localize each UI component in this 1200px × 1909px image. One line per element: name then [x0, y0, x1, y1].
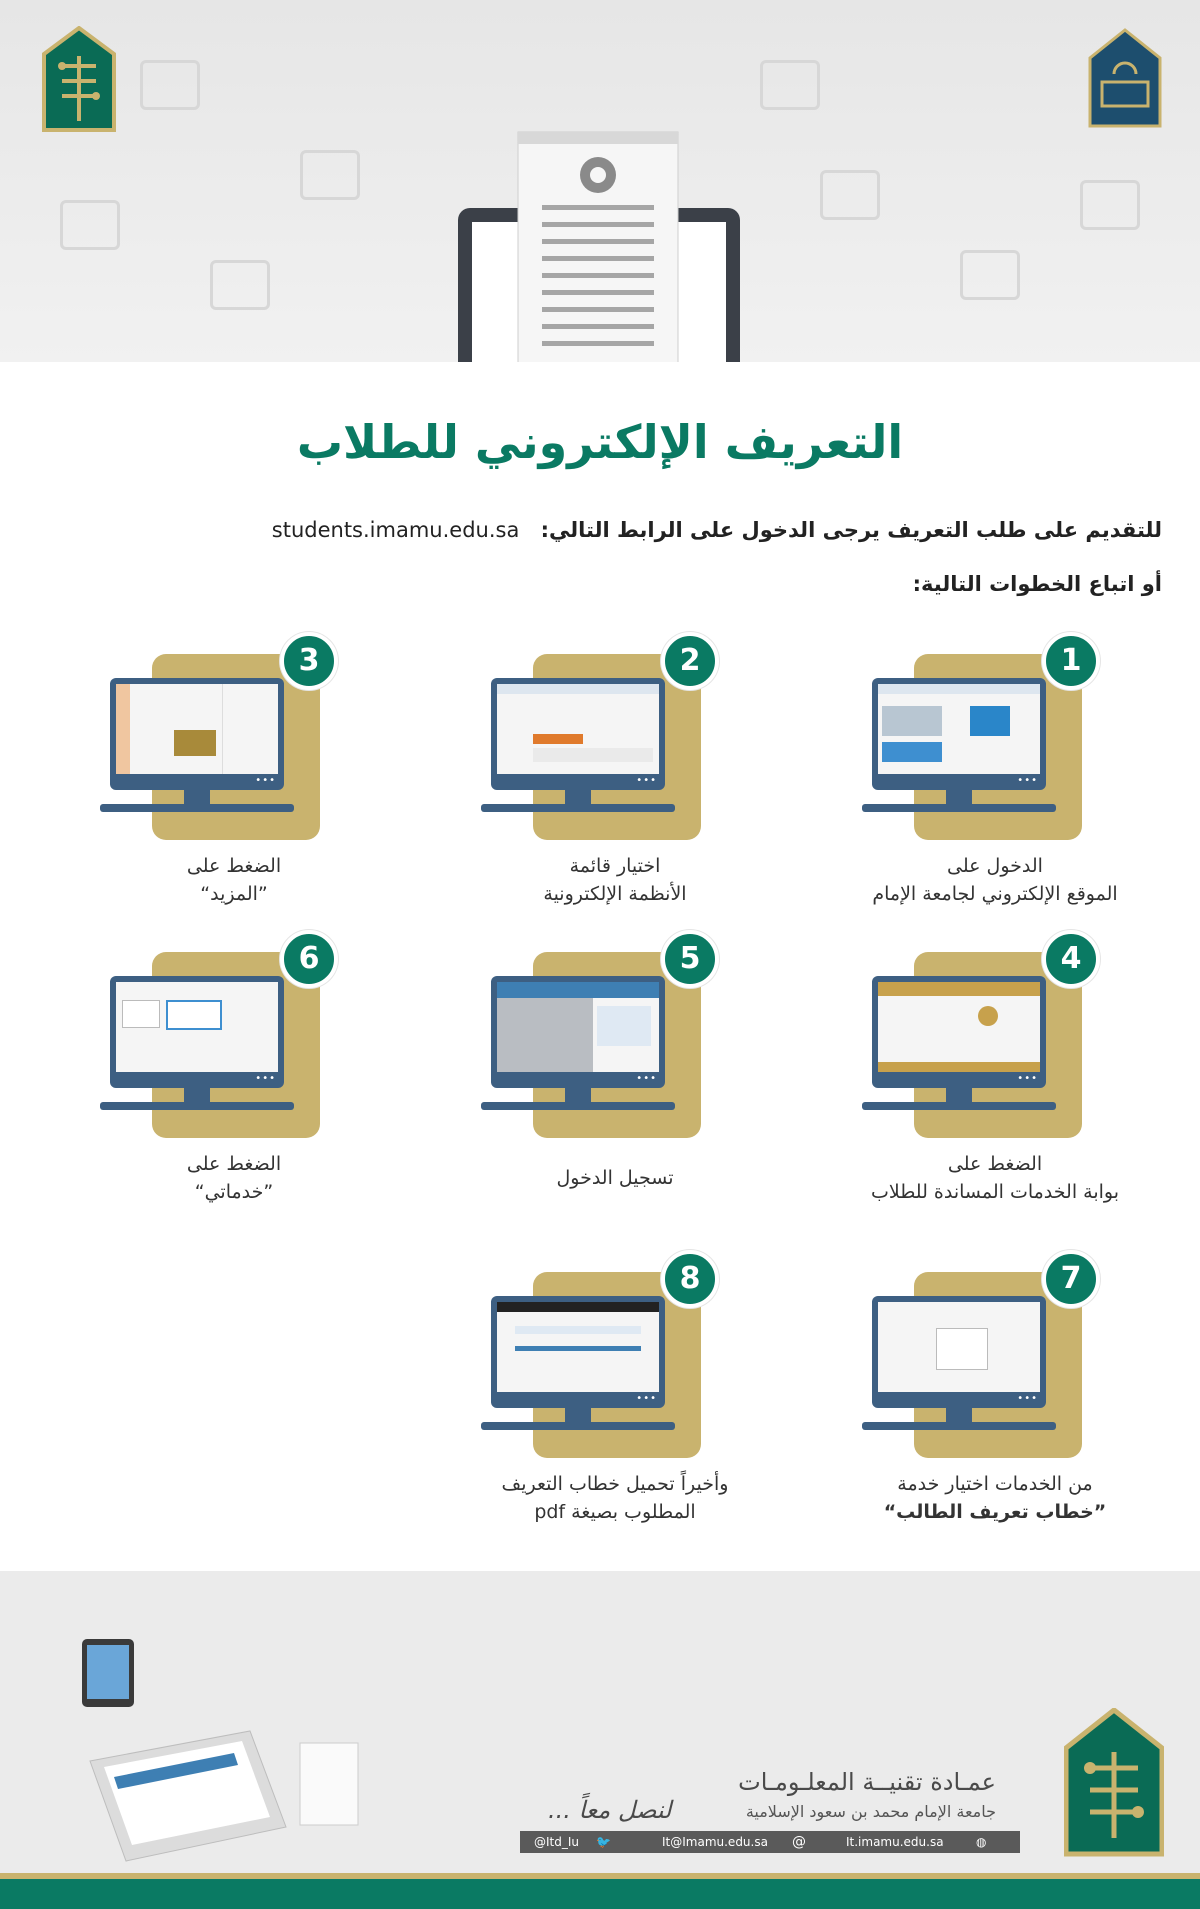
laptop-hands-icon	[70, 1631, 370, 1871]
step-8: ••• 8	[485, 1250, 745, 1470]
university-logo-icon	[42, 26, 116, 134]
step-7: ••• 7	[866, 1250, 1126, 1470]
step-screenshot	[497, 1302, 659, 1392]
step-5-caption: تسجيل الدخول	[556, 1167, 674, 1189]
step-number: 2	[661, 632, 719, 690]
step-1: ••• 1	[866, 632, 1126, 852]
slogan: لنصل معاً ...	[548, 1796, 672, 1824]
step-number: 6	[280, 930, 338, 988]
university-name: جامعة الإمام محمد بن سعود الإسلامية	[745, 1802, 996, 1821]
step-screenshot	[497, 982, 659, 1072]
step-screenshot	[497, 684, 659, 774]
step-screenshot	[878, 684, 1040, 774]
step-4-caption: الضغط على بوابة الخدمات المساندة للطلاب	[870, 1153, 1120, 1203]
step-8-caption: وأخيراً تحميل خطاب التعريف المطلوب بصيغة pdf	[501, 1473, 729, 1523]
department-name: عمـادة تقنيــة المعلـومـات	[738, 1768, 996, 1796]
email-link[interactable]: It@Imamu.edu.sa	[662, 1835, 768, 1849]
step-1-caption: الدخول على الموقع الإلكتروني لجامعة الإمام	[872, 855, 1118, 905]
twitter-icon: 🐦	[596, 1835, 611, 1849]
step-screenshot	[878, 1302, 1040, 1392]
step-number: 5	[661, 930, 719, 988]
intro-label: للتقديم على طلب التعريف يرجى الدخول على الرابط التالي:	[540, 518, 1162, 542]
step-number: 7	[1042, 1250, 1100, 1308]
laptop-document-icon	[418, 130, 778, 362]
or-steps-label: أو اتباع الخطوات التالية:	[912, 572, 1162, 596]
contact-bar	[520, 1831, 1020, 1853]
hero-banner	[0, 0, 1200, 362]
step-2-caption: اختيار قائمة الأنظمة الإلكترونية	[543, 855, 687, 905]
step-screenshot	[878, 982, 1040, 1072]
step-number: 3	[280, 632, 338, 690]
step-screenshot	[116, 982, 278, 1072]
imam-university-logo-icon	[1088, 28, 1162, 128]
twitter-handle[interactable]: @Itd_Iu	[534, 1835, 580, 1849]
students-portal-link[interactable]: students.imamu.edu.sa	[271, 518, 520, 542]
step-number: 8	[661, 1250, 719, 1308]
step-number: 4	[1042, 930, 1100, 988]
step-2: ••• 2	[485, 632, 745, 852]
page-title: التعريف الإلكتروني للطلاب	[296, 415, 904, 469]
department-logo-icon	[1064, 1708, 1164, 1858]
intro-text	[272, 518, 1162, 542]
website-link[interactable]: It.imamu.edu.sa	[846, 1835, 944, 1849]
footer	[0, 1571, 1200, 1909]
at-icon: @	[792, 1834, 806, 1850]
step-screenshot	[116, 684, 278, 774]
step-6-caption: الضغط على ”خدماتي“	[186, 1153, 282, 1203]
step-3: ••• 3	[104, 632, 364, 852]
step-5: ••• 5	[485, 930, 745, 1150]
step-4: ••• 4	[866, 930, 1126, 1150]
step-6: ••• 6	[104, 930, 364, 1150]
step-3-caption: الضغط على ”المزيد“	[186, 855, 282, 905]
step-7-caption: من الخدمات اختيار خدمة ”خطاب تعريف الطالب“	[883, 1473, 1107, 1523]
step-number: 1	[1042, 632, 1100, 690]
globe-icon: ◍	[976, 1835, 987, 1849]
